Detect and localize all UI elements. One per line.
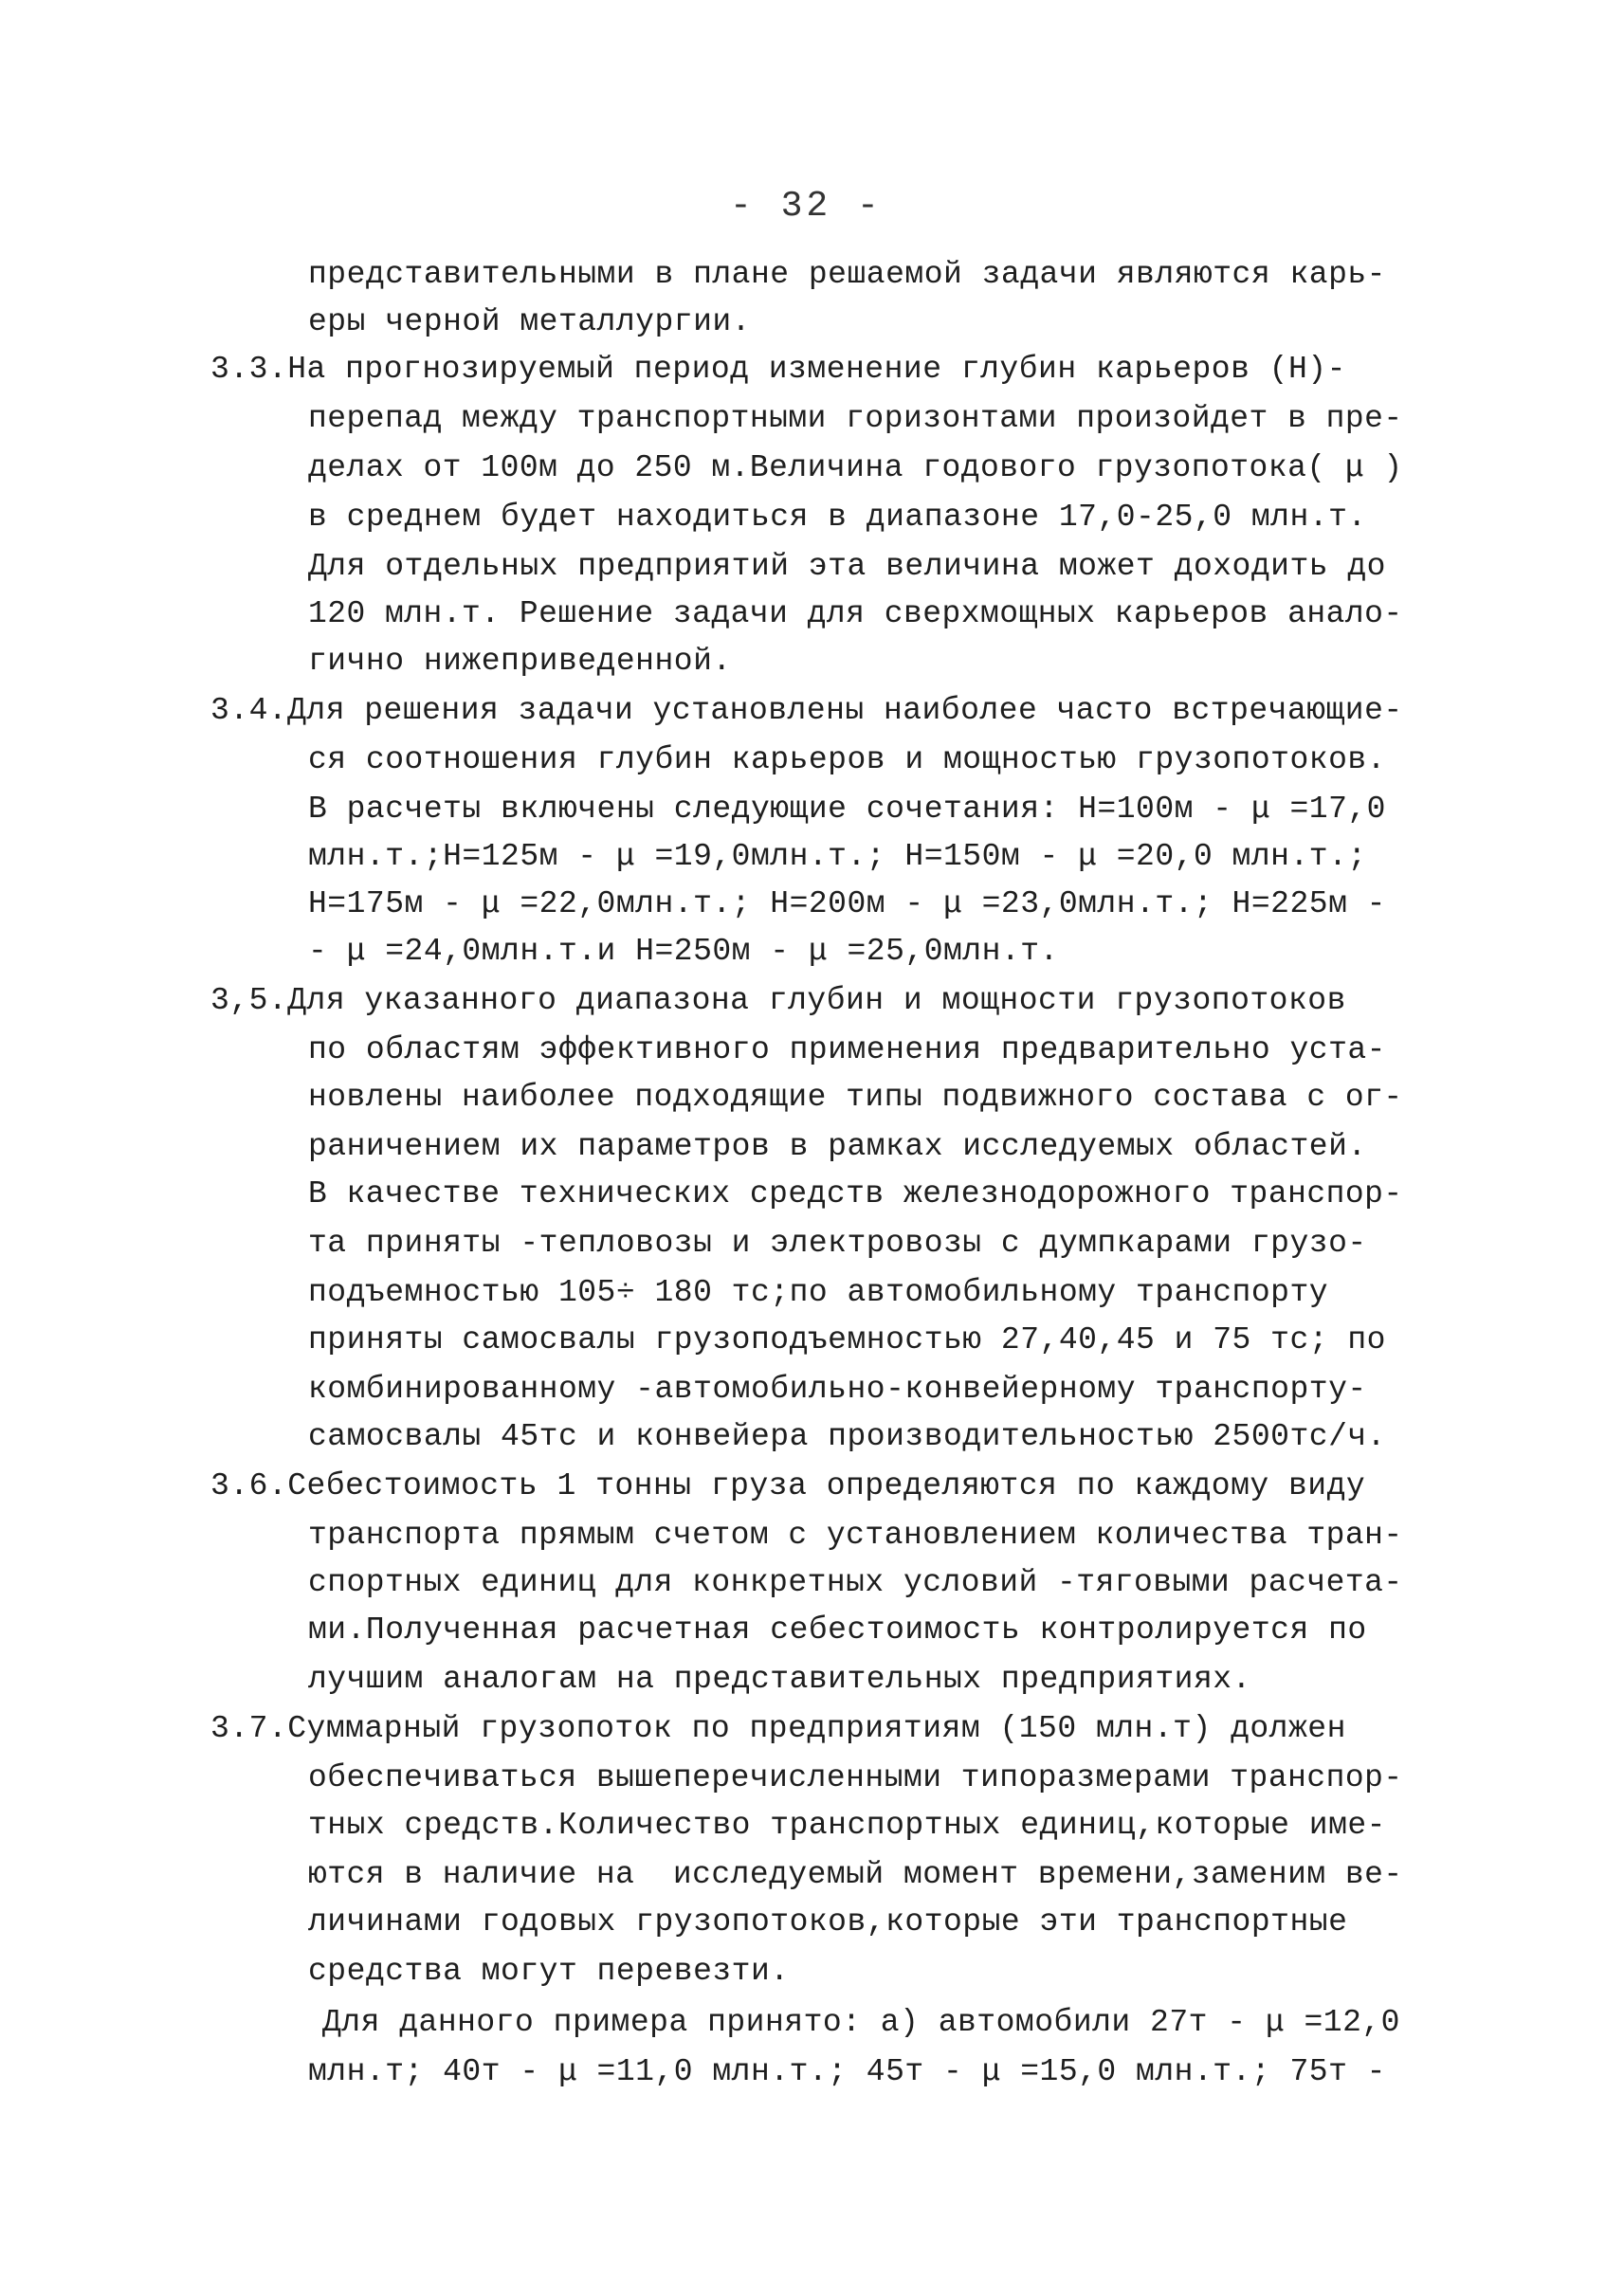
text-line: приняты самосвалы грузоподъемностью 27,40,45 и 75 тс; по — [308, 1322, 1386, 1357]
list-item-3-4: 3.4.Для решения задачи установлены наиболее часто встречающие- — [210, 693, 1403, 728]
text-line: млн.т.;Н=125м - μ =19,0млн.т.; Н=150м - μ =20,0 млн.т.; — [308, 839, 1367, 874]
text-line: в среднем будет находиться в диапазоне 17,0-25,0 млн.т. — [308, 500, 1367, 535]
text-line: В расчеты включены следующие сочетания: Н=100м - μ =17,0 — [308, 792, 1386, 827]
text-line: лучшим аналогам на представительных предприятиях. — [308, 1662, 1251, 1697]
text-line: В качестве технических средств железнодорожного транспор- — [308, 1176, 1403, 1211]
text-line: транспорта прямым счетом с установлением количества тран- — [308, 1518, 1403, 1553]
list-item-3-7: 3.7.Суммарный грузопоток по предприятиям (150 млн.т) должен — [210, 1711, 1346, 1746]
text-line: делах от 100м до 250 м.Величина годового грузопотока( μ ) — [308, 450, 1403, 485]
text-line: 120 млн.т. Решение задачи для сверхмощных карьеров анало- — [308, 596, 1403, 631]
text-line: еры черной металлургии. — [308, 304, 751, 339]
text-line: спортных единиц для конкретных условий -тяговыми расчета- — [308, 1565, 1403, 1600]
list-item-3-3: 3.3.На прогнозируемый период изменение глубин карьеров (Н)- — [210, 352, 1346, 387]
text-line: подъемностью 105÷ 180 тс;по автомобильному транспорту — [308, 1275, 1329, 1310]
text-line: тных средств.Количество транспортных единиц,которые име- — [308, 1808, 1386, 1843]
text-line: Для данного примера принято: а) автомобили 27т - μ =12,0 — [322, 2005, 1400, 2040]
text-line: ся соотношения глубин карьеров и мощностью грузопотоков. — [308, 742, 1386, 777]
text-line: гично нижеприведенной. — [308, 644, 732, 679]
text-line: представительными в плане решаемой задачи являются карь- — [308, 257, 1386, 292]
text-line: - μ =24,0млн.т.и Н=250м - μ =25,0млн.т. — [308, 934, 1059, 969]
text-line: комбинированному -автомобильно-конвейерному транспорту- — [308, 1372, 1367, 1407]
text-line: раничением их параметров в рамках исследуемых областей. — [308, 1129, 1367, 1164]
text-line: млн.т; 40т - μ =11,0 млн.т.; 45т - μ =15,0 млн.т.; 75т - — [308, 2054, 1386, 2089]
text-line: обеспечиваться вышеперечисленными типоразмерами транспор- — [308, 1760, 1403, 1795]
page-number: - 32 - — [730, 186, 883, 227]
list-item-3-5: 3,5.Для указанного диапазона глубин и мощности грузопотоков — [210, 983, 1346, 1018]
text-line: самосвалы 45тс и конвейера производительностью 2500тс/ч. — [308, 1419, 1386, 1454]
text-line: Для отдельных предприятий эта величина может доходить до — [308, 549, 1386, 584]
list-item-3-6: 3.6.Себестоимость 1 тонны груза определяются по каждому виду — [210, 1468, 1366, 1503]
text-line: та приняты -тепловозы и электровозы с думпкарами грузо- — [308, 1226, 1367, 1261]
text-line: средства могут перевезти. — [308, 1954, 790, 1989]
text-line: ми.Полученная расчетная себестоимость контролируется по — [308, 1612, 1367, 1648]
text-line: новлены наиболее подходящие типы подвижного состава с ог- — [308, 1080, 1403, 1115]
text-line: Н=175м - μ =22,0млн.т.; Н=200м - μ =23,0млн.т.; Н=225м - — [308, 886, 1386, 921]
text-line: перепад между транспортными горизонтами произойдет в пре- — [308, 401, 1403, 436]
text-line: ются в наличие на исследуемый момент времени,заменим ве- — [308, 1857, 1403, 1892]
text-line: по областям эффективного применения предварительно уста- — [308, 1032, 1386, 1067]
text-line: личинами годовых грузопотоков,которые эти транспортные — [308, 1904, 1348, 1940]
